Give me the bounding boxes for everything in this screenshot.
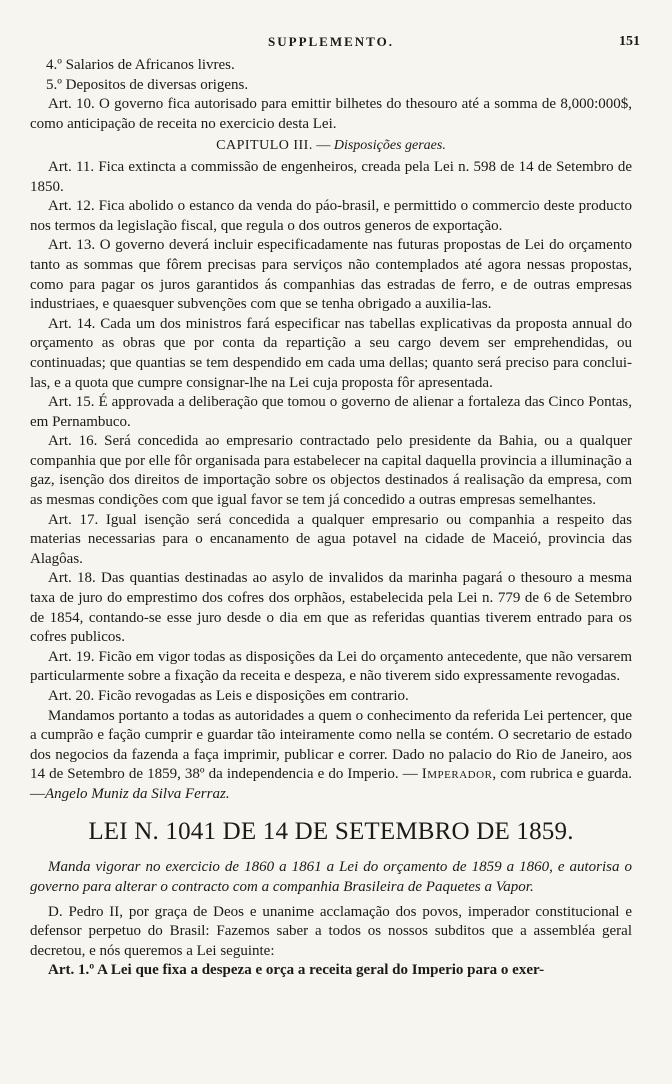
article-11: Art. 11. Fica extincta a commissão de engenheiros, creada pela Lei n. 598 de 14 de Setembro de 1850. bbox=[30, 158, 632, 195]
article-17: Art. 17. Igual isenção será concedida a qualquer empresario ou companhia a respeito das materias necessarias para o encanamento de agua potavel na cidade de Maceió, provincia das Alagôas. bbox=[30, 511, 632, 567]
article-14: Art. 14. Cada um dos ministros fará especificar nas tabellas explicativas da proposta annual do orçamento as obras que por conta da repartição a seu cargo devem ser emprehendidas, ou continuadas; que quantias se tem despendido em cada uma dellas; quanto será preciso para conclui-las, e a quota que cumpre consignar-lhe na Lei cuja proposta fôr apresentada. bbox=[30, 315, 632, 391]
list-item: 5.º Depositos de diversas origens. bbox=[46, 76, 249, 93]
page-number: 151 bbox=[619, 34, 640, 49]
article-18: Art. 18. Das quantias destinadas ao asylo de invalidos da marinha pagará o thesouro a mesma taxa de juro do emprestimo dos cofres dos orphãos, estabelecida pela Lei n. 779 de 6 de Setembro de 1854, contando-se esse juro desde o dia em que as referidas quantias tiverem entrado para os cofres publicos. bbox=[30, 570, 632, 646]
law-preamble: D. Pedro II, por graça de Deos e unanime acclamação dos povos, imperador constitucional e defensor perpetuo do Brasil: Fazemos saber a todos os nossos subditos que a assembléa geral decretou, e nós queremos a Lei seguinte: bbox=[30, 903, 632, 959]
law-title: LEI N. 1041 DE 14 DE SETEMBRO DE 1859. bbox=[88, 817, 574, 845]
law-article-1: Art. 1.º A Lei que fixa a despeza e orça a receita geral do Imperio para o exer- bbox=[48, 962, 545, 979]
closing-paragraph bbox=[30, 707, 632, 805]
article-10: Art. 10. O governo fica autorisado para emittir bilhetes do thesouro até a somma de 8,000:000$, como anticipação de receita no exercicio desta Lei. bbox=[30, 96, 632, 132]
running-header bbox=[30, 34, 640, 56]
signatory-name: Angelo Muniz da Silva Ferraz. bbox=[45, 785, 230, 802]
law-summary: Manda vigorar no exercicio de 1860 a 1861 a Lei do orçamento de 1859 a 1860, e autorisa o governo para alterar o contracto com a companhia Brasileira de Paquetes a Vapor. bbox=[30, 858, 632, 895]
article-20: Art. 20. Ficão revogadas as Leis e disposições em contrario. bbox=[48, 688, 409, 704]
article-12: Art. 12. Fica abolido o estanco da venda do páo-brasil, e permittido o commercio deste producto nos termos da legislação fiscal, que regula o dos outros generos de exportação. bbox=[30, 198, 632, 234]
list-item: 4.º Salarios de Africanos livres. bbox=[46, 57, 235, 73]
article-16: Art. 16. Será concedida ao empresario contractado pelo presidente da Bahia, ou a qualquer companhia que por elle fôr organisada para estabelecer na capital daquella provincia a illuminação a gaz, isenção dos direitos de importação sobre os objectos destinados á realisação da empresa, com as mesmas condições com que igual favor se tem já concedido a outras empresas semelhantes. bbox=[30, 433, 632, 509]
running-title: SUPPLEMENTO. bbox=[268, 34, 394, 49]
chapter-label: CAPITULO III. bbox=[216, 138, 313, 154]
closing-text: Mandamos portanto a todas as autoridades a quem o conhecimento da referida Lei pertencer, que a cumprão e fação cumprir e guardar tão inteiramente como nella se contém. O secretario de estado dos negocios da fazenda a faça imprimir, publicar e correr. Dado no palacio do Rio de Janeiro, aos 14 de Setembro de 1859, 38º da independencia e do Imperio. — bbox=[30, 707, 632, 783]
chapter-heading: CAPITULO III. — Disposições geraes. bbox=[216, 138, 446, 154]
article-15: Art. 15. É approvada a deliberação que tomou o governo de alienar a fortaleza das Cinco Pontas, em Pernambuco. bbox=[30, 394, 632, 430]
emperor-signature: Imperador bbox=[421, 766, 493, 783]
chapter-title: Disposições geraes. bbox=[333, 138, 446, 154]
article-13: Art. 13. O governo deverá incluir especificadamente nas futuras propostas de Lei do orçamento tanto as sommas que fôrem precisas para serviços não contemplados até agora nessas propostas, como para pagar os juros garantidos ás companhias das estradas de ferro, e de outras empresas industriaes, e quaesquer subvenções com que se tenha obrigado a auxilia-las. bbox=[30, 237, 632, 313]
article-19: Art. 19. Ficão em vigor todas as disposições da Lei do orçamento antecedente, que não versarem particularmente sobre a fixação da receita e despeza, e não tiverem sido expressamente revogadas. bbox=[30, 648, 632, 685]
rubric-text: , com rubrica e guarda. — bbox=[30, 766, 632, 802]
